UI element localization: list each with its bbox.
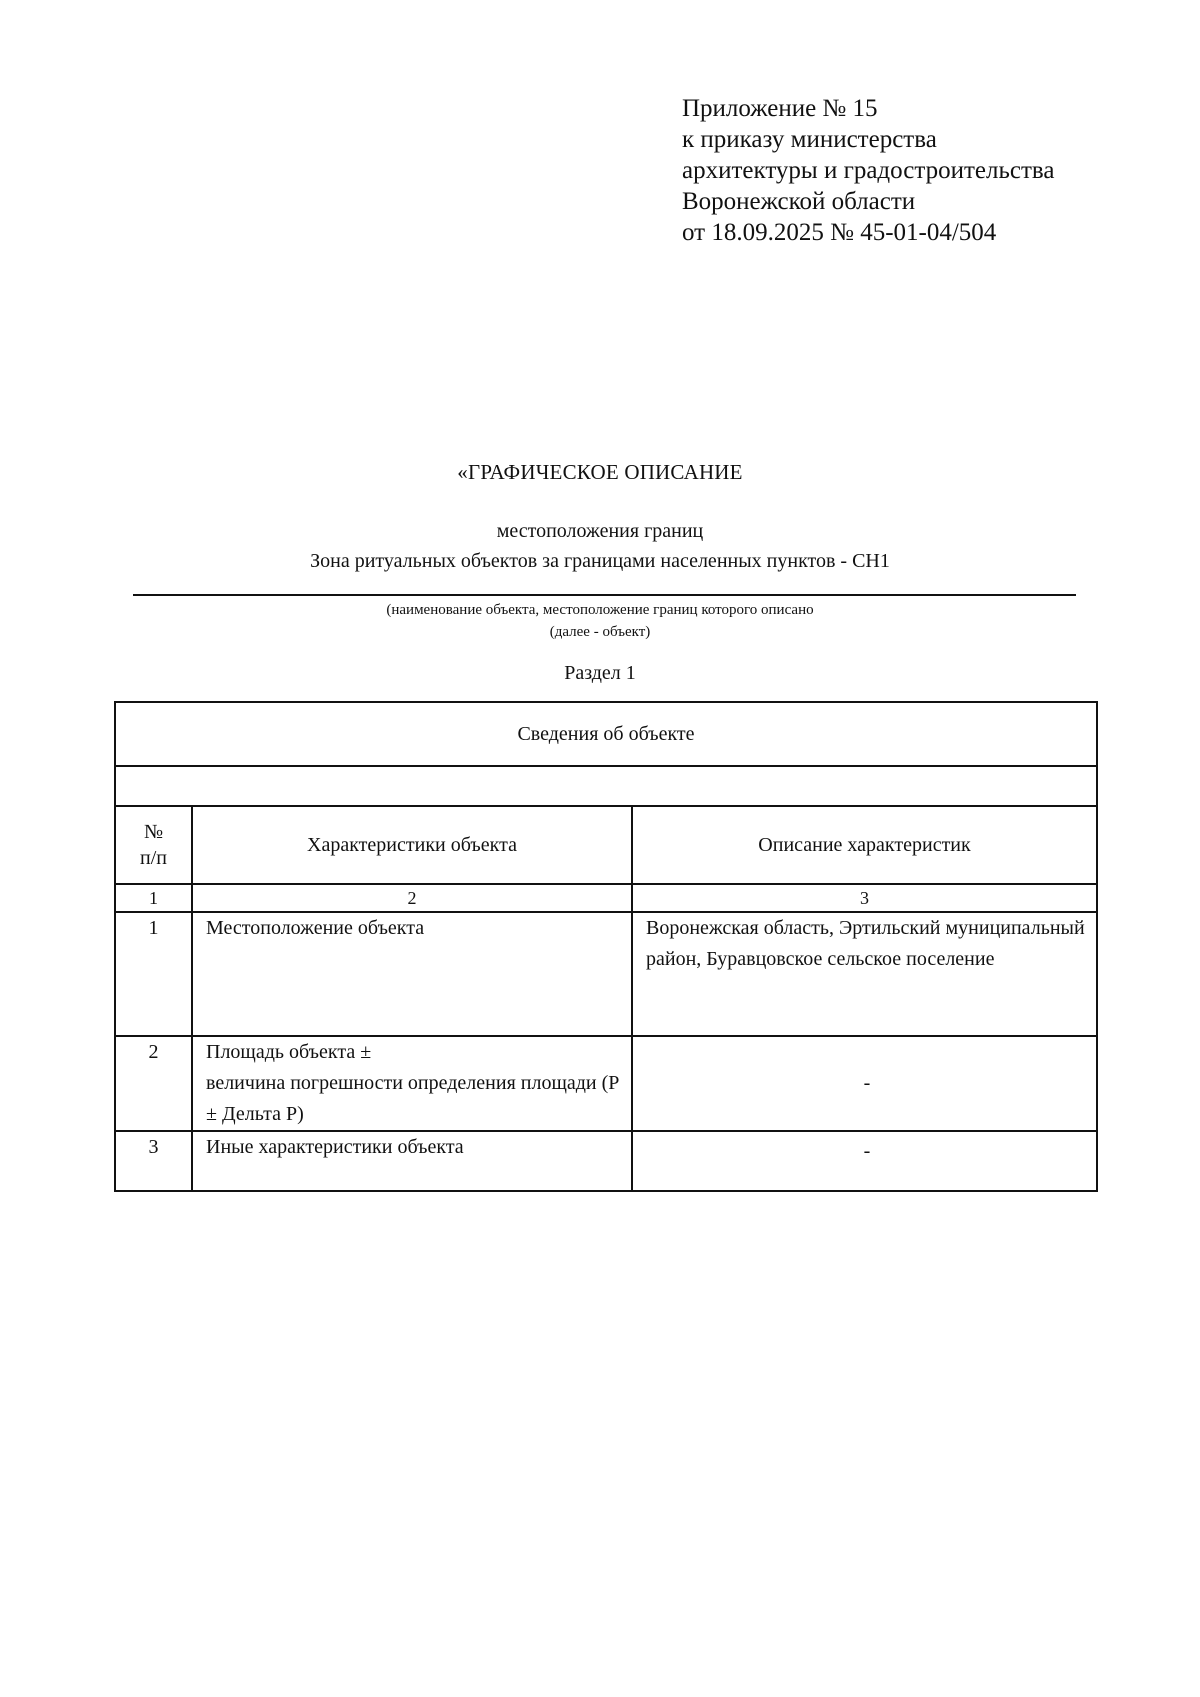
appendix-line: к приказу министерства — [682, 126, 937, 153]
column-number: 3 — [632, 884, 1097, 912]
row-description: Воронежская область, Эртильский муниципальный район, Буравцовское сельское поселение — [632, 912, 1097, 1036]
row-characteristic — [192, 1036, 632, 1131]
section-label: Раздел 1 — [564, 662, 636, 684]
row-characteristic: Местоположение объекта — [192, 912, 632, 1036]
characteristic-line: величина погрешности определения площади (Р ± Дельта Р) — [206, 1072, 620, 1125]
row-num: 3 — [115, 1131, 192, 1191]
header-description: Описание характеристик — [632, 806, 1097, 884]
caption-line: (наименование объекта, местоположение границ которого описано — [386, 602, 814, 618]
column-number: 1 — [115, 884, 192, 912]
characteristic-line: Площадь объекта ± — [206, 1041, 372, 1063]
header-num-line1: № — [143, 821, 164, 843]
underline-divider — [133, 594, 1076, 596]
document-subtitle — [0, 516, 1200, 576]
appendix-line: от 18.09.2025 № 45-01-04/504 — [682, 219, 997, 246]
column-number-row — [115, 884, 1097, 912]
column-number: 2 — [192, 884, 632, 912]
header-characteristic: Характеристики объекта — [192, 806, 632, 884]
appendix-header — [682, 93, 1054, 248]
table-title-row — [115, 702, 1097, 766]
subtitle-line: местоположения границ — [496, 520, 704, 542]
row-characteristic: Иные характеристики объекта — [192, 1131, 632, 1191]
header-num — [115, 806, 192, 884]
appendix-line: архитектуры и градостроительства — [682, 157, 1055, 184]
row-description: - — [632, 1131, 1097, 1191]
table-row — [115, 1131, 1097, 1191]
table-row — [115, 912, 1097, 1036]
row-num: 2 — [115, 1036, 192, 1131]
table-header-row — [115, 806, 1097, 884]
appendix-line: Приложение № 15 — [682, 95, 878, 122]
empty-cell — [115, 766, 1097, 806]
table-empty-row — [115, 766, 1097, 806]
caption-line: (далее - объект) — [549, 624, 651, 640]
header-num-line2: п/п — [140, 847, 167, 869]
table-row — [115, 1036, 1097, 1131]
document-title: «ГРАФИЧЕСКОЕ ОПИСАНИЕ — [457, 460, 743, 484]
table-title: Сведения об объекте — [115, 702, 1097, 766]
row-description: - — [632, 1036, 1097, 1131]
object-info-table — [114, 701, 1098, 1192]
object-name: Зона ритуальных объектов за границами населенных пунктов - СН1 — [310, 550, 890, 572]
appendix-line: Воронежской области — [682, 188, 916, 215]
row-num: 1 — [115, 912, 192, 1036]
underline-caption — [0, 599, 1200, 643]
